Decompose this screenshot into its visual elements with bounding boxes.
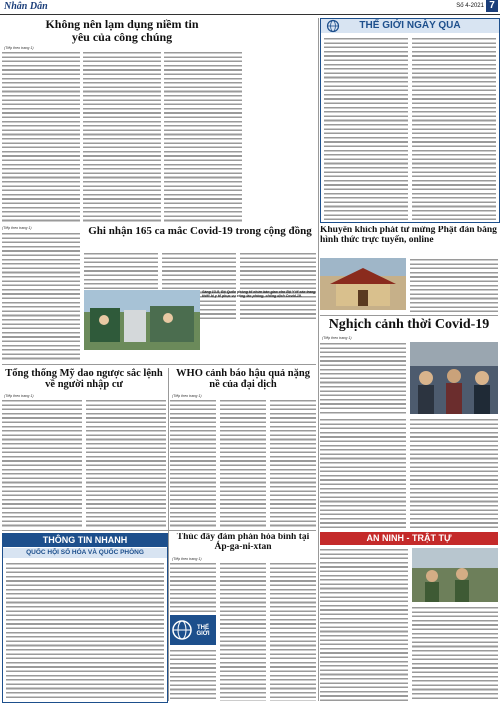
section-divider: [2, 530, 316, 531]
crowd-photo: [410, 342, 498, 414]
issue-date: Số 4-2021: [456, 3, 484, 9]
article-byline: (Tiếp theo trang 1): [172, 394, 202, 398]
article-column-text: [170, 562, 216, 612]
article-column-text: [320, 548, 408, 701]
article-afghanistan: [170, 533, 316, 701]
article-adversity: [320, 318, 498, 528]
quick-info-subtitle: QUỐC HỘI SỐ HÓA VÀ QUỐC PHÒNG: [3, 548, 167, 558]
article-column-text: [320, 418, 406, 528]
article-column-text: [270, 562, 316, 701]
security-column-left: [320, 548, 408, 701]
article-byline: (Tiếp theo trang 1): [2, 226, 32, 230]
covid-photo-caption: Sáng 13-5, Bộ Quốc phòng tổ chức bàn giao cho Bộ Y tế các trang thiết bị y tế phục vụ công tác phòng, chống dịch Covid-19.: [202, 290, 316, 299]
column-divider: [168, 368, 169, 701]
article-column-text: [320, 342, 406, 414]
article-column-text: [86, 399, 166, 527]
article-who: [170, 368, 316, 528]
covid-photo: [84, 290, 200, 350]
article-headline: Khuyến khích phát tư mừng Phật đản bằng hình thức trực tuyến, online: [320, 226, 497, 245]
column-divider: [318, 18, 319, 701]
article-column-text: [220, 399, 266, 527]
article-byline: (Tiếp theo trang 1): [4, 394, 34, 398]
world-section-logo: [170, 615, 216, 645]
world-today-text: [324, 37, 408, 220]
world-today-text: [412, 37, 496, 220]
article-headline: Không nên lạm dụng niềm tin yêu của công chúng: [45, 18, 199, 44]
article-headline: Ghi nhận 165 ca mắc Covid-19 trong cộng đồng: [88, 226, 312, 237]
article-column-text: [270, 399, 316, 527]
temple-photo-icon: [320, 258, 406, 310]
article-column-text: [170, 399, 216, 527]
masthead: [0, 0, 500, 15]
article-column-text: [412, 606, 498, 701]
article-byline: (Tiếp theo trang 1): [4, 46, 34, 50]
article-byline: (Tiếp theo trang 1): [322, 336, 352, 340]
article-column-text: [410, 418, 498, 528]
article-column-text: [83, 51, 161, 223]
soldiers-photo-icon: [412, 548, 498, 602]
article-column-text: [170, 649, 216, 701]
article-headline: Tổng thống Mỹ dao ngược sắc lệnh về người nhập cư: [5, 368, 163, 391]
security-section-title: AN NINH - TRẬT TỰ: [320, 532, 498, 545]
article-column-text: [2, 399, 82, 527]
quick-info-title: THÔNG TIN NHANH: [3, 534, 167, 547]
article-trust-continued: [2, 226, 80, 362]
article-column-text: [410, 258, 498, 312]
page-number: 7: [486, 0, 498, 12]
world-today-title: THẾ GIỚI NGÀY QUA: [359, 20, 461, 31]
article-headline: WHO cảnh báo hậu quả nặng nề của đại dịch: [176, 368, 310, 391]
article-column-text: [164, 51, 242, 223]
world-section-label: THẾ GIỚI: [196, 625, 210, 637]
article-headline: Thúc đẩy đàm phán hòa bình tại Áp-ga-ni-xtan: [176, 533, 310, 552]
crowd-photo-icon: [410, 342, 498, 414]
article-column-text: [2, 232, 80, 362]
soldiers-photo: [412, 548, 498, 602]
article-us: [2, 368, 166, 528]
article-column-text: [2, 51, 80, 223]
medical-equipment-photo-icon: [84, 290, 200, 350]
section-divider: [320, 315, 498, 316]
article-trust: [2, 18, 242, 223]
quick-info-text: [6, 562, 164, 700]
article-headline: Nghịch cảnh thời Covid-19: [328, 318, 490, 332]
newspaper-logo: Nhân Dân: [4, 1, 48, 12]
quick-info-box: [2, 533, 168, 703]
temple-photo: [320, 258, 406, 310]
article-byline: (Tiếp theo trang 1): [172, 557, 202, 561]
section-divider: [2, 364, 316, 365]
article-buddha-body: [410, 258, 498, 312]
world-today-header: [321, 19, 499, 33]
world-today-box: [320, 18, 500, 223]
article-column-text: [220, 562, 266, 701]
security-column-right: [412, 606, 498, 701]
